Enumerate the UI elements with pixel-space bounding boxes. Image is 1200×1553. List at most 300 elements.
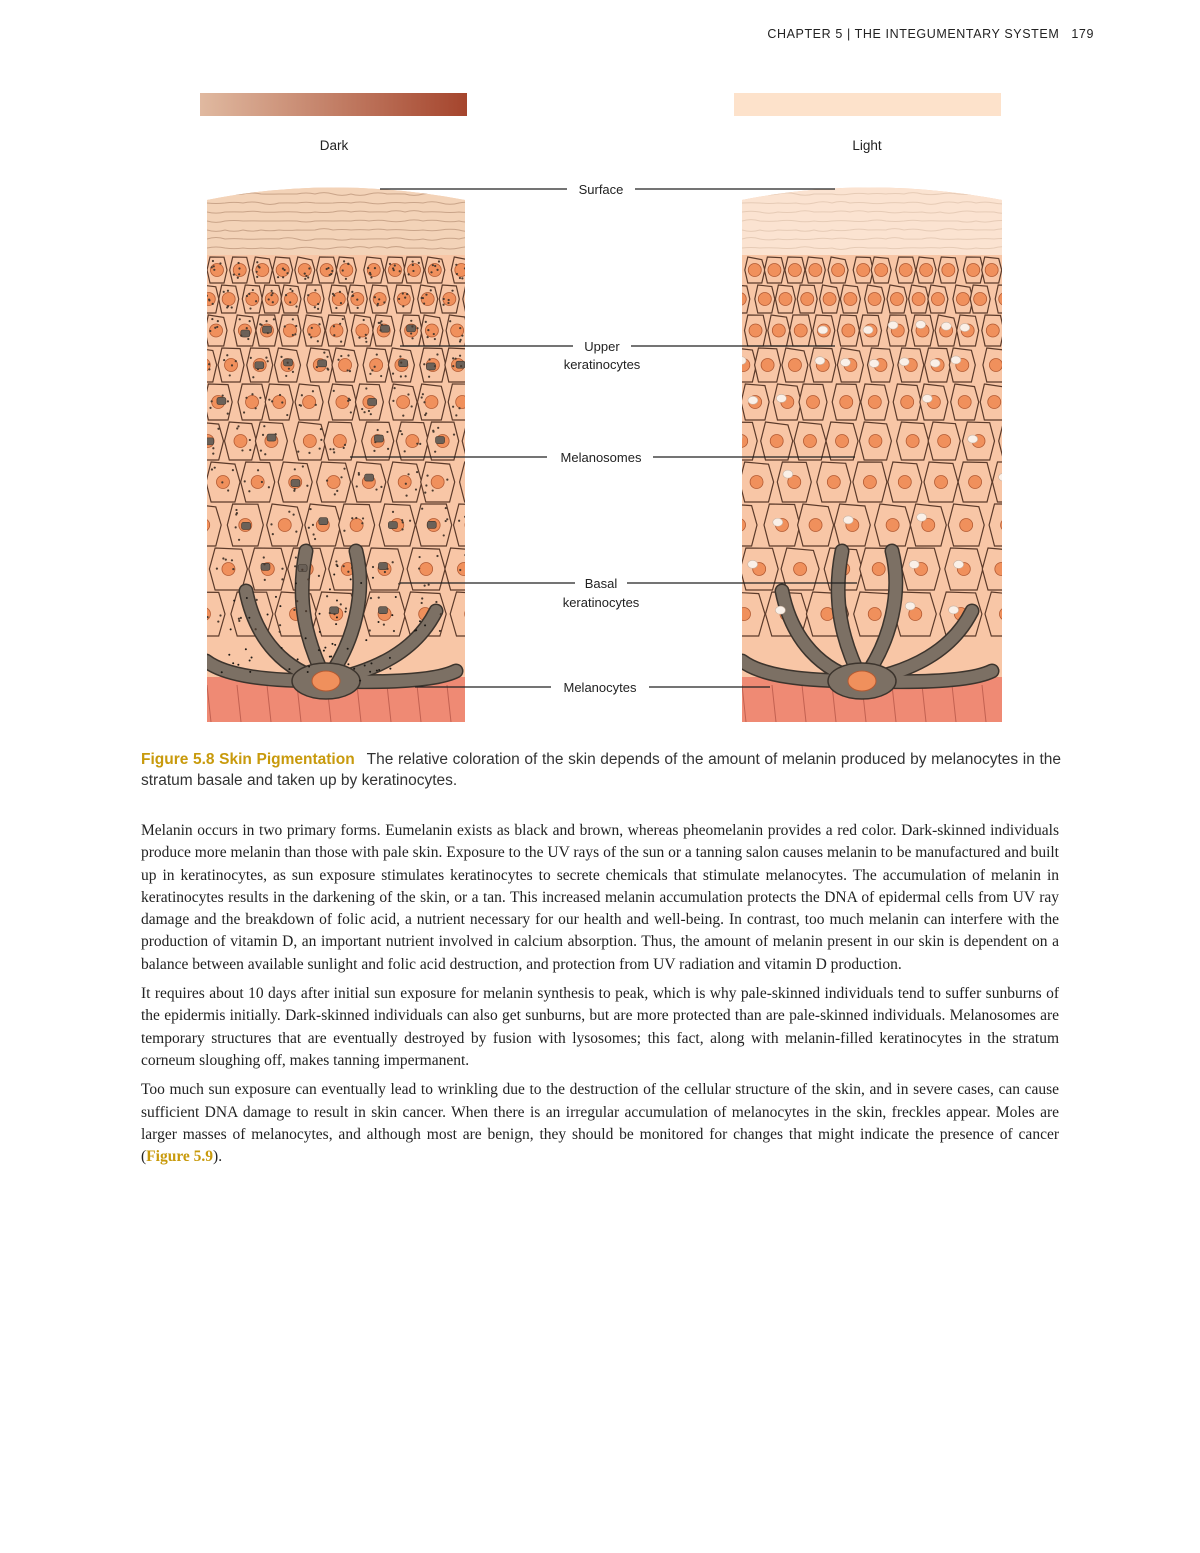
melanin-granule: [265, 320, 267, 322]
melanin-granule: [448, 299, 450, 301]
melanin-granule: [483, 387, 485, 389]
melanin-granule: [484, 408, 486, 410]
melanin-granule: [451, 290, 453, 292]
melanin-granule: [485, 479, 487, 481]
melanin-granule: [279, 394, 281, 396]
melanin-granule: [380, 375, 382, 377]
melanosome-cluster: [748, 560, 758, 568]
melanin-granule: [407, 393, 409, 395]
cell-nucleus: [844, 293, 857, 306]
melanin-granule: [425, 294, 427, 296]
melanin-granule: [268, 399, 270, 401]
melanin-granule: [209, 330, 211, 332]
melanin-granule: [267, 614, 269, 616]
melanin-granule: [477, 302, 479, 304]
melanin-granule: [411, 405, 413, 407]
cell-nucleus: [967, 264, 980, 277]
melanin-granule: [407, 473, 409, 475]
melanin-granule: [293, 609, 295, 611]
melanin-granule: [214, 327, 216, 329]
melanin-granule: [393, 630, 395, 632]
melanin-granule: [195, 521, 197, 523]
melanin-granule: [449, 320, 451, 322]
cell-nucleus: [370, 359, 383, 372]
melanin-granule: [203, 368, 205, 370]
melanin-granule: [422, 393, 424, 395]
melanin-granule: [333, 451, 335, 453]
melanin-granule: [238, 267, 240, 269]
cell-nucleus: [827, 476, 840, 489]
melanin-granule: [212, 303, 214, 305]
melanin-granule: [445, 507, 447, 509]
melanin-granule: [223, 359, 225, 361]
melanin-granule: [416, 443, 418, 445]
cell-nucleus: [327, 476, 340, 489]
melanin-granule: [235, 513, 237, 515]
melanin-granule: [256, 271, 258, 273]
melanin-granule: [372, 577, 374, 579]
melanin-granule: [400, 375, 402, 377]
melanin-granule: [237, 277, 239, 279]
melanin-granule: [286, 414, 288, 416]
melanosome-cluster: [242, 522, 251, 529]
melanin-granule: [423, 363, 425, 365]
melanin-granule: [356, 299, 358, 301]
melanin-granule: [312, 390, 314, 392]
melanin-granule: [425, 412, 427, 414]
melanin-granule: [296, 600, 298, 602]
melanin-granule: [295, 305, 297, 307]
melanin-granule: [316, 366, 318, 368]
melanin-granule: [466, 557, 468, 559]
melanin-granule: [425, 484, 427, 486]
melanin-granule: [361, 522, 363, 524]
melanin-granule: [227, 400, 229, 402]
melanin-granule: [318, 575, 320, 577]
melanin-granule: [405, 375, 407, 377]
melanin-granule: [222, 395, 224, 397]
label-basal-keratinocytes-line1: Basal: [584, 576, 618, 591]
melanin-granule: [227, 290, 229, 292]
cell-nucleus: [898, 476, 911, 489]
melanin-granule: [333, 334, 335, 336]
melanin-granule: [402, 305, 404, 307]
melanin-granule: [426, 336, 428, 338]
melanin-granule: [412, 260, 414, 262]
melanin-granule: [219, 614, 221, 616]
cell-nucleus: [222, 293, 235, 306]
label-upper-keratinocytes-line1: Upper: [584, 339, 620, 354]
melanin-granule: [245, 397, 247, 399]
melanin-granule: [342, 269, 344, 271]
melanin-granule: [402, 415, 404, 417]
melanin-granule: [231, 364, 233, 366]
cell-nucleus: [761, 359, 774, 372]
melanin-granule: [292, 334, 294, 336]
melanin-granule: [371, 369, 373, 371]
keratinocyte-cell: [450, 592, 492, 636]
cell-nucleus: [840, 396, 853, 409]
melanin-granule: [264, 453, 266, 455]
melanin-granule: [308, 267, 310, 269]
melanin-granule: [226, 354, 228, 356]
melanin-granule: [464, 516, 466, 518]
melanin-granule: [340, 603, 342, 605]
melanin-granule: [467, 466, 469, 468]
melanin-granule: [347, 263, 349, 265]
melanin-granule: [264, 579, 266, 581]
melanin-granule: [329, 588, 331, 590]
melanin-granule: [306, 485, 308, 487]
melanocyte-nucleus: [848, 671, 876, 691]
cell-nucleus: [273, 396, 286, 409]
melanin-granule: [476, 453, 478, 455]
melanin-granule: [372, 566, 374, 568]
melanin-granule: [333, 613, 335, 615]
melanin-granule: [221, 671, 223, 673]
melanin-granule: [232, 662, 234, 664]
cell-nucleus: [735, 435, 748, 448]
label-basal-keratinocytes-line2: keratinocytes: [562, 595, 640, 610]
melanin-granule: [378, 298, 380, 300]
melanin-granule: [318, 649, 320, 651]
melanin-granule: [317, 340, 319, 342]
melanin-granule: [470, 454, 472, 456]
melanosome-cluster: [840, 358, 850, 366]
melanin-granule: [452, 365, 454, 367]
melanin-granule: [434, 265, 436, 267]
cell-nucleus: [857, 264, 870, 277]
melanin-granule: [424, 491, 426, 493]
cell-nucleus: [733, 293, 746, 306]
cell-nucleus: [906, 435, 919, 448]
melanin-granule: [297, 658, 299, 660]
melanin-granule: [365, 639, 367, 641]
cell-nucleus: [869, 435, 882, 448]
melanin-granule: [295, 582, 297, 584]
melanin-granule: [244, 480, 246, 482]
keratinocyte-cell: [1004, 315, 1015, 346]
melanin-granule: [294, 468, 296, 470]
cell-nucleus: [397, 396, 410, 409]
melanin-granule: [464, 554, 466, 556]
cell-nucleus: [995, 563, 1008, 576]
cell-nucleus: [303, 435, 316, 448]
melanin-granule: [369, 373, 371, 375]
cell-nucleus: [809, 519, 822, 532]
melanin-granule: [339, 291, 341, 293]
melanin-granule: [365, 387, 367, 389]
melanin-granule: [235, 509, 237, 511]
melanin-granule: [436, 555, 438, 557]
melanin-granule: [465, 509, 467, 511]
melanin-granule: [476, 323, 478, 325]
melanin-granule: [377, 429, 379, 431]
melanin-granule: [471, 444, 473, 446]
melanin-granule: [227, 305, 229, 307]
melanin-granule: [459, 340, 461, 342]
melanin-granule: [286, 272, 288, 274]
melanin-granule: [257, 469, 259, 471]
melanin-granule: [461, 335, 463, 337]
melanosome-cluster: [1004, 433, 1014, 441]
melanin-granule: [249, 439, 251, 441]
melanin-granule: [351, 567, 353, 569]
melanin-granule: [378, 322, 380, 324]
melanin-granule: [275, 596, 277, 598]
cell-nucleus: [999, 608, 1012, 621]
cell-nucleus: [470, 476, 483, 489]
melanin-granule: [238, 618, 240, 620]
cell-nucleus: [875, 264, 888, 277]
melanin-granule: [336, 616, 338, 618]
cell-nucleus: [863, 476, 876, 489]
melanin-granule: [339, 323, 341, 325]
melanosome-cluster: [195, 606, 204, 613]
melanosome-cluster: [888, 321, 898, 329]
melanin-granule: [238, 273, 240, 275]
melanin-granule: [404, 297, 406, 299]
melanin-granule: [231, 306, 233, 308]
melanin-granule: [335, 307, 337, 309]
melanosome-cluster: [472, 476, 481, 483]
keratinocyte-cell: [1009, 257, 1015, 283]
melanin-granule: [206, 616, 208, 618]
cell-nucleus: [485, 396, 498, 409]
melanosome-cluster: [930, 359, 940, 367]
melanin-granule: [410, 332, 412, 334]
melanin-granule: [337, 359, 339, 361]
melanin-granule: [345, 611, 347, 613]
cell-nucleus: [768, 264, 781, 277]
melanin-granule: [398, 298, 400, 300]
melanin-granule: [370, 276, 372, 278]
melanosome-cluster: [949, 606, 959, 614]
melanin-granule: [352, 294, 354, 296]
melanin-granule: [260, 324, 262, 326]
cell-nucleus: [788, 359, 801, 372]
melanin-granule: [319, 631, 321, 633]
melanin-granule: [340, 302, 342, 304]
melanin-granule: [401, 519, 403, 521]
melanin-granule: [386, 431, 388, 433]
melanin-granule: [263, 425, 265, 427]
melanosome-cluster: [318, 360, 327, 367]
melanin-granule: [392, 400, 394, 402]
melanin-granule: [374, 296, 376, 298]
melanin-granule: [293, 513, 295, 515]
melanin-granule: [196, 354, 198, 356]
melanin-granule: [368, 410, 370, 412]
cell-nucleus: [974, 293, 987, 306]
melanosome-cluster: [378, 607, 387, 614]
melanin-granule: [497, 388, 499, 390]
figure-5-9-link[interactable]: Figure 5.9: [146, 1148, 214, 1166]
melanin-granule: [378, 621, 380, 623]
melanin-granule: [434, 451, 436, 453]
melanin-granule: [419, 556, 421, 558]
melanin-granule: [437, 427, 439, 429]
melanin-granule: [334, 644, 336, 646]
cell-nucleus: [938, 435, 951, 448]
melanin-granule: [236, 427, 238, 429]
cell-nucleus: [367, 264, 380, 277]
melanin-granule: [430, 271, 432, 273]
melanin-granule: [294, 488, 296, 490]
melanin-granule: [430, 289, 432, 291]
melanin-granule: [329, 448, 331, 450]
melanin-granule: [404, 450, 406, 452]
melanosome-cluster: [960, 324, 970, 332]
melanin-granule: [280, 356, 282, 358]
cell-nucleus: [356, 324, 369, 337]
cell-nucleus: [339, 359, 352, 372]
cell-nucleus: [842, 324, 855, 337]
melanin-granule: [249, 320, 251, 322]
cell-nucleus: [899, 264, 912, 277]
melanin-granule: [323, 352, 325, 354]
melanosome-cluster: [319, 518, 328, 525]
cell-nucleus: [465, 519, 478, 532]
melanin-granule: [270, 294, 272, 296]
melanin-granule: [336, 599, 338, 601]
keratinocyte-cell: [992, 462, 1015, 502]
melanosome-cluster: [427, 521, 436, 528]
melanin-granule: [401, 528, 403, 530]
cell-nucleus: [988, 396, 1001, 409]
figure-caption: [141, 749, 1061, 791]
melanin-granule: [323, 650, 325, 652]
melanin-granule: [285, 375, 287, 377]
melanin-granule: [445, 520, 447, 522]
melanin-granule: [395, 596, 397, 598]
melanosome-cluster: [776, 394, 786, 402]
cell-nucleus: [336, 396, 349, 409]
melanin-granule: [252, 376, 254, 378]
cell-nucleus: [466, 293, 479, 306]
cell-nucleus: [1008, 435, 1015, 448]
melanin-granule: [245, 648, 247, 650]
paragraph-2: It requires about 10 days after initial sun exposure for melanin synthesis to peak, which is why pale-skinned individuals tend to suffer sunburns of the epidermis initially. Dark-skinned individuals can also get sunburns, but are more protected than are pale-skinned individuals. Melanosomes are temporary structures that are eventually destroyed by fusion with lysosomes; this fact, along with melanin-filled keratinocytes in the stratum corneum sloughing off, makes tanning impermanent.: [141, 985, 1059, 1069]
melanin-granule: [373, 450, 375, 452]
melanosome-cluster: [843, 516, 853, 524]
body-text: [141, 820, 1059, 1175]
melanin-granule: [213, 269, 215, 271]
melanin-granule: [412, 270, 414, 272]
melanin-granule: [402, 521, 404, 523]
melanin-granule: [198, 514, 200, 516]
melanin-granule: [283, 269, 285, 271]
melanin-granule: [203, 296, 205, 298]
cell-nucleus: [836, 435, 849, 448]
melanin-granule: [340, 355, 342, 357]
melanosome-cluster: [267, 434, 276, 441]
cell-nucleus: [794, 324, 807, 337]
keratinocyte-cell: [454, 504, 490, 546]
melanin-granule: [263, 556, 265, 558]
melanin-granule: [365, 334, 367, 336]
melanin-granule: [402, 292, 404, 294]
melanosome-cluster: [374, 435, 383, 442]
melanin-granule: [288, 668, 290, 670]
melanin-granule: [320, 439, 322, 441]
melanin-granule: [307, 671, 309, 673]
melanin-granule: [469, 296, 471, 298]
cell-nucleus: [986, 324, 999, 337]
cell-nucleus: [234, 435, 247, 448]
melanin-granule: [452, 357, 454, 359]
melanin-granule: [387, 448, 389, 450]
melanin-granule: [347, 571, 349, 573]
melanin-granule: [304, 273, 306, 275]
keratinocyte-cell: [995, 285, 1015, 313]
melanin-granule: [315, 404, 317, 406]
melanin-granule: [459, 277, 461, 279]
melanin-granule: [259, 397, 261, 399]
cell-nucleus: [868, 608, 881, 621]
melanin-granule: [311, 327, 313, 329]
cell-nucleus: [420, 563, 433, 576]
melanin-granule: [217, 320, 219, 322]
melanosome-cluster: [399, 360, 408, 367]
melanin-granule: [314, 289, 316, 291]
melanin-granule: [418, 262, 420, 264]
melanin-granule: [208, 368, 210, 370]
cell-nucleus: [1012, 264, 1015, 277]
melanin-granule: [326, 479, 328, 481]
corneum-layer-line: [742, 184, 1012, 187]
melanin-granule: [301, 569, 303, 571]
cell-nucleus: [807, 396, 820, 409]
melanin-granule: [233, 274, 235, 276]
melanin-granule: [331, 270, 333, 272]
melanin-granule: [426, 475, 428, 477]
melanin-granule: [362, 517, 364, 519]
melanin-granule: [421, 297, 423, 299]
melanosome-cluster: [818, 326, 828, 334]
melanin-granule: [268, 298, 270, 300]
cell-nucleus: [398, 476, 411, 489]
melanin-granule: [257, 368, 259, 370]
keratinocyte-cell: [989, 504, 1015, 546]
melanin-granule: [251, 657, 253, 659]
melanin-granule: [279, 631, 281, 633]
melanin-granule: [436, 353, 438, 355]
melanin-granule: [231, 559, 233, 561]
melanosome-cluster: [407, 325, 416, 332]
light-skin-section: [721, 175, 1015, 722]
melanosome-cluster: [905, 602, 915, 610]
keratinocyte-cell: [1011, 384, 1015, 420]
melanin-granule: [421, 396, 423, 398]
melanin-granule: [279, 605, 281, 607]
melanin-granule: [411, 337, 413, 339]
melanin-granule: [295, 556, 297, 558]
melanin-granule: [428, 376, 430, 378]
melanin-granule: [263, 563, 265, 565]
paragraph-1: Melanin occurs in two primary forms. Eumelanin exists as black and brown, whereas pheomelanin provides a red color. Dark-skinned individuals produce more melanin than those with pale skin. Exposure to the UV rays of the sun or a tanning salon causes melanin to be manufactured and built up in keratinocytes, as sun exposure stimulates keratinocytes to secrete chemicals that stimulate melanocytes. The accumulation of melanin in keratinocytes results in the darkening of the skin, or a tan. This increased melanin accumulation protects the DNA of epidermal cells from UV ray damage and the breakdown of folic acid, a nutrient necessary for our health and well-being. In contrast, too much melanin can interfere with the production of vitamin D, an important nutrient involved in calcium absorption. Thus, the amount of melanin present in our skin is dependent on a balance between available sunlight and folic acid destruction, and protection from UV radiation and vitamin D production.: [141, 822, 1059, 973]
cell-nucleus: [276, 264, 289, 277]
melanin-granule: [428, 584, 430, 586]
melanin-granule: [347, 663, 349, 665]
cell-nucleus: [920, 264, 933, 277]
melanin-granule: [235, 360, 237, 362]
melanin-granule: [307, 294, 309, 296]
melanin-granule: [326, 356, 328, 358]
melanin-granule: [271, 290, 273, 292]
melanin-granule: [201, 449, 203, 451]
melanosome-cluster: [869, 359, 879, 367]
